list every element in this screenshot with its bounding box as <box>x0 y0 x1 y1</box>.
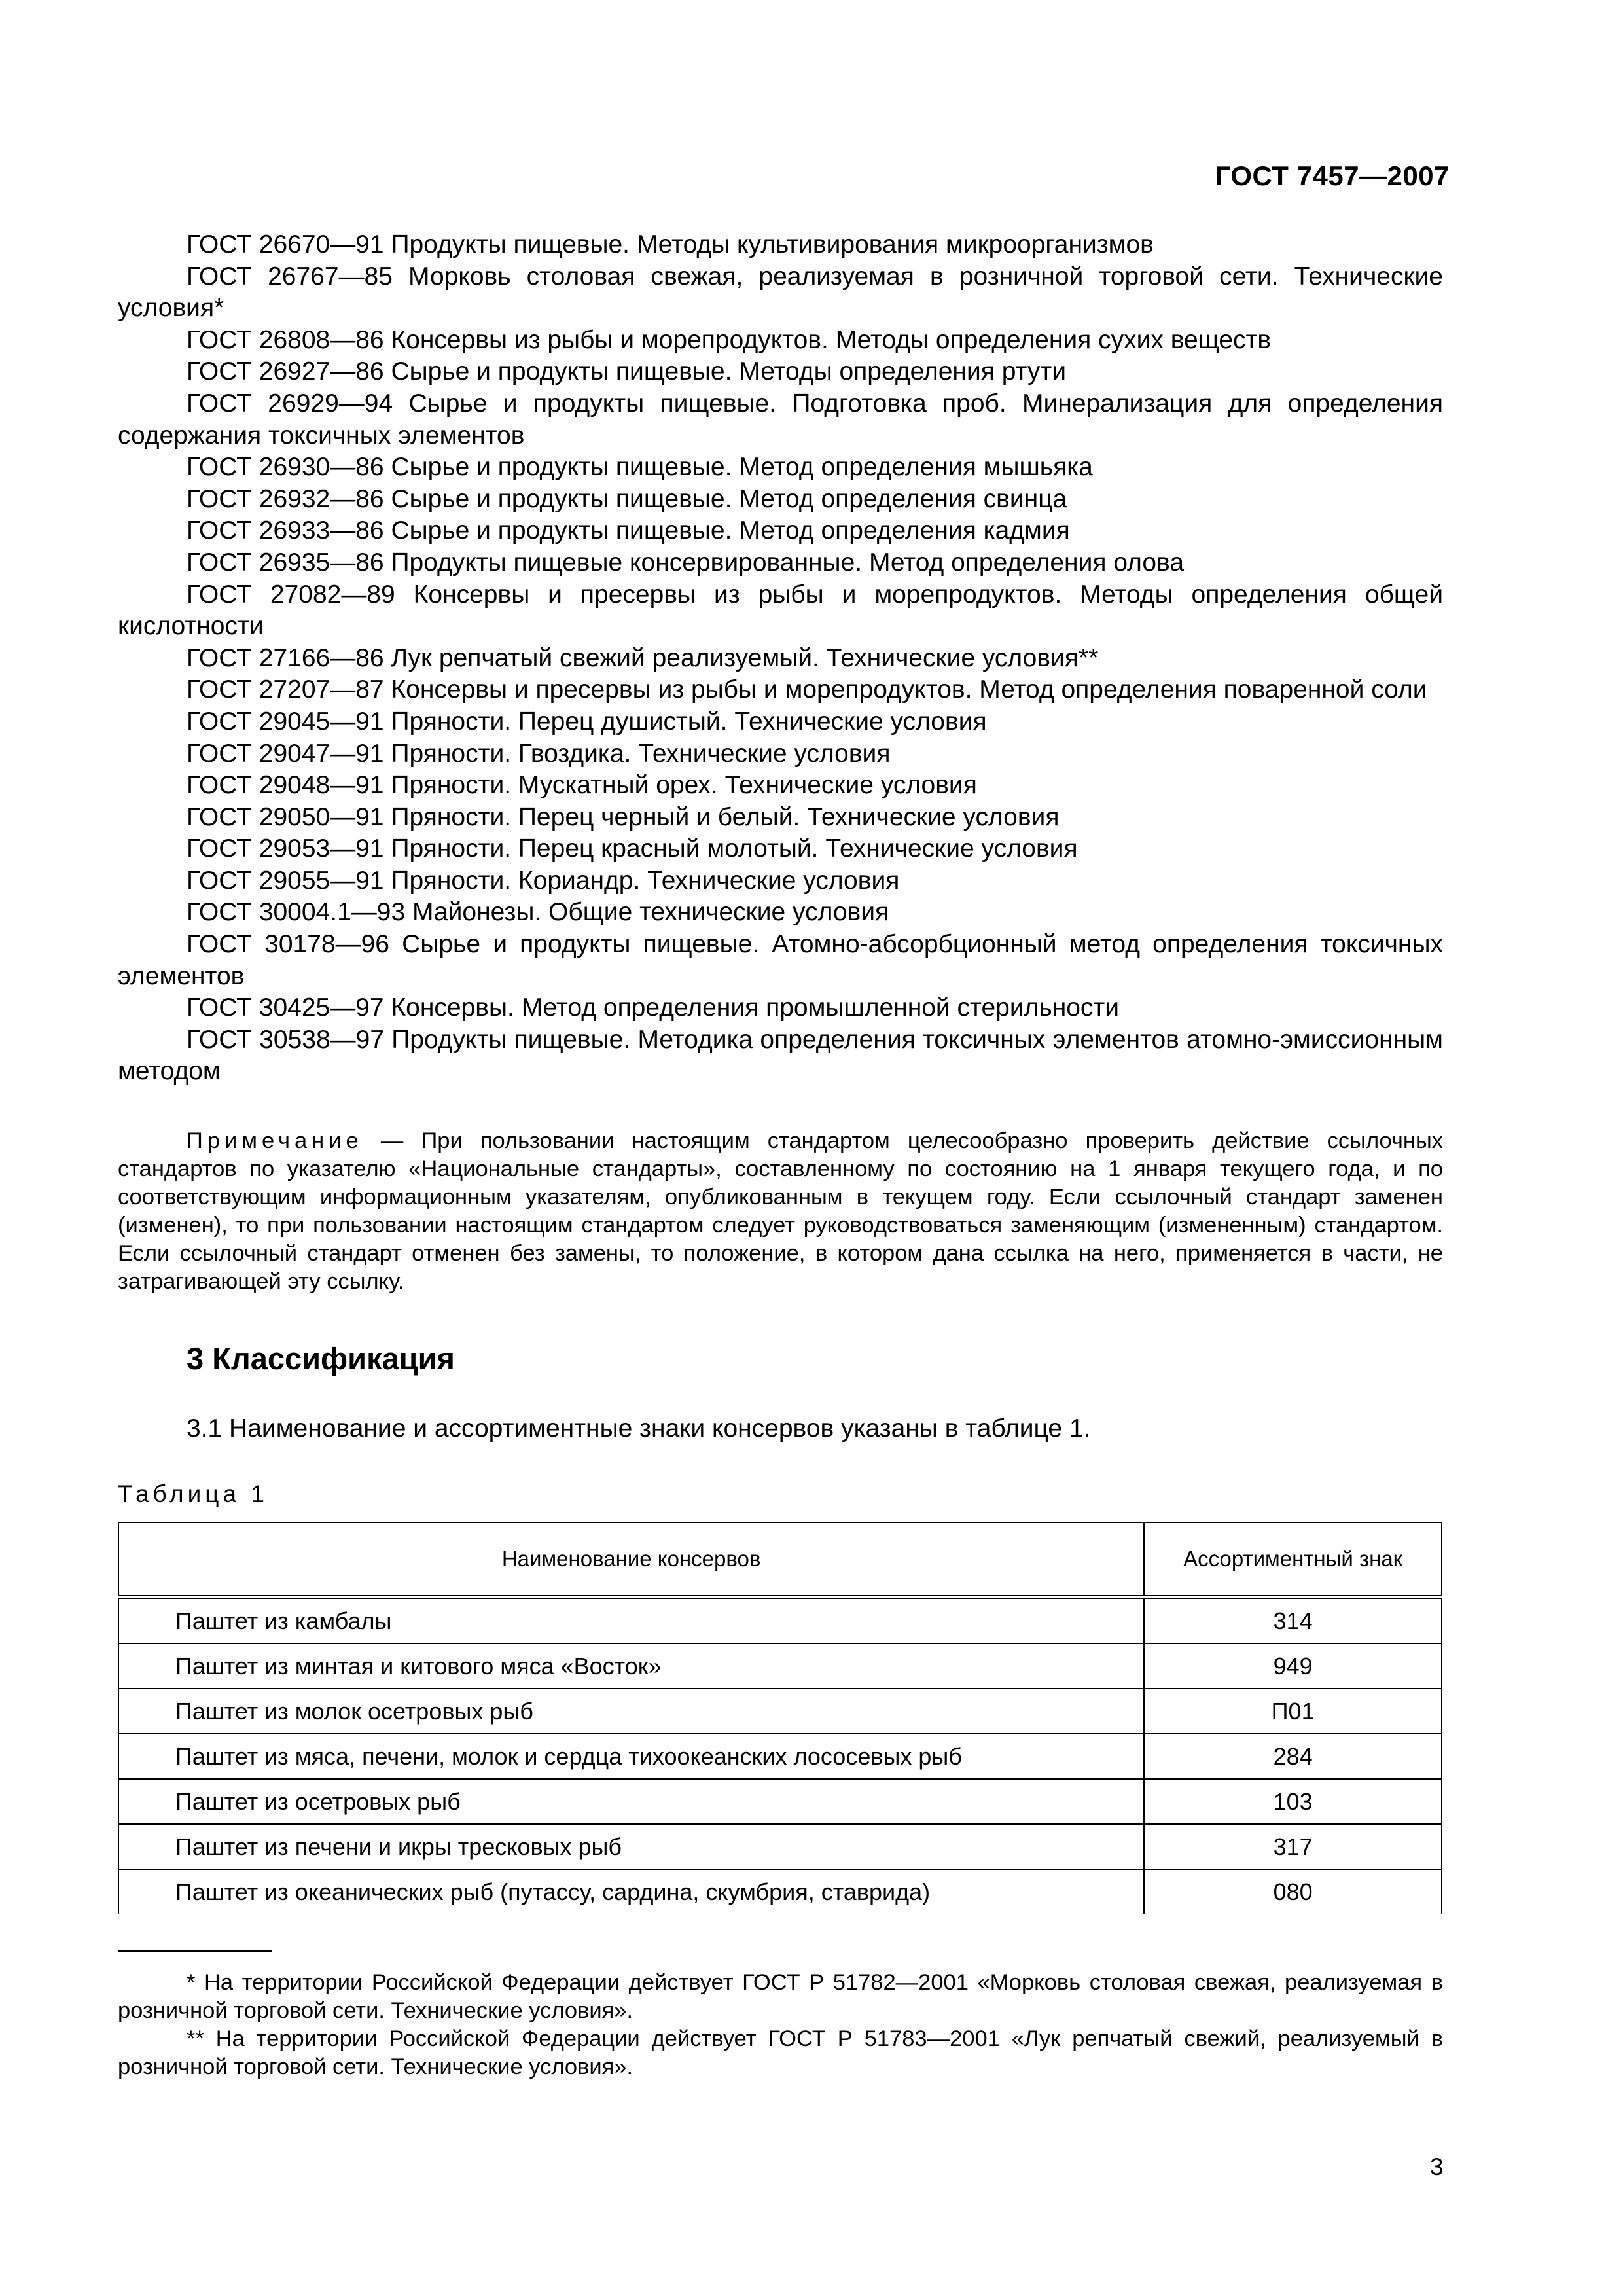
cell-code: 080 <box>1144 1869 1442 1914</box>
cell-name: Паштет из осетровых рыб <box>118 1779 1144 1824</box>
table-row <box>118 1643 1442 1689</box>
reference-item: ГОСТ 27166—86 Лук репчатый свежий реализуемый. Технические условия** <box>187 643 1099 672</box>
table-header-row <box>118 1522 1442 1597</box>
cell-code: 314 <box>1144 1597 1442 1643</box>
table-row <box>118 1869 1442 1914</box>
reference-item: ГОСТ 29055—91 Пряности. Кориандр. Технические условия <box>187 866 900 895</box>
cell-name: Паштет из печени и икры тресковых рыб <box>118 1824 1144 1869</box>
footnote-item: ** На территории Российской Федерации действует ГОСТ Р 51783—2001 «Лук репчатый свежий, реализуемый в розничной торговой сети. Технические условия». <box>118 2026 1443 2079</box>
reference-item: ГОСТ 26808—86 Консервы из рыбы и морепродуктов. Методы определения сухих веществ <box>187 325 1272 354</box>
table-row <box>118 1734 1442 1779</box>
section-heading: 3 Классификация <box>187 1341 455 1376</box>
table-caption: Таблица 1 <box>118 1480 268 1507</box>
cell-name: Паштет из океанических рыб (путассу, сардина, скумбрия, ставрида) <box>118 1869 1144 1914</box>
page-number: 3 <box>1430 2153 1444 2180</box>
table-row <box>118 1689 1442 1734</box>
table-row <box>118 1597 1442 1643</box>
reference-item: ГОСТ 30004.1—93 Майонезы. Общие технические условия <box>187 898 889 927</box>
cell-code: 284 <box>1144 1734 1442 1779</box>
reference-item: ГОСТ 29047—91 Пряности. Гвоздика. Технические условия <box>187 739 891 768</box>
reference-item: ГОСТ 26927—86 Сырье и продукты пищевые. Методы определения ртути <box>187 357 1066 386</box>
footnote-item: * На территории Российской Федерации действует ГОСТ Р 51782—2001 «Морковь столовая свежая, реализуемая в розничной торговой сети. Технические условия». <box>118 1970 1443 2023</box>
cell-name: Паштет из мяса, печени, молок и сердца тихоокеанских лососевых рыб <box>118 1734 1144 1779</box>
cell-name: Паштет из молок осетровых рыб <box>118 1689 1144 1734</box>
table-row <box>118 1779 1442 1824</box>
cell-code: 317 <box>1144 1824 1442 1869</box>
paragraph-3-1: 3.1 Наименование и ассортиментные знаки консервов указаны в таблице 1. <box>187 1414 1091 1443</box>
cell-name: Паштет из камбалы <box>118 1597 1144 1643</box>
reference-item: ГОСТ 29053—91 Пряности. Перец красный молотый. Технические условия <box>187 834 1078 863</box>
reference-item: ГОСТ 29045—91 Пряности. Перец душистый. Технические условия <box>187 707 987 736</box>
reference-item: ГОСТ 26930—86 Сырье и продукты пищевые. Метод определения мышьяка <box>187 453 1093 482</box>
table-row <box>118 1824 1442 1869</box>
reference-item: ГОСТ 29050—91 Пряности. Перец черный и белый. Технические условия <box>187 802 1060 831</box>
cell-name: Паштет из минтая и китового мяса «Восток» <box>118 1643 1144 1689</box>
footnote-divider <box>118 1950 272 1952</box>
cell-code: 103 <box>1144 1779 1442 1824</box>
header-code: Ассортиментный знак <box>1144 1522 1442 1597</box>
canned-goods-table <box>118 1522 1442 1914</box>
footnotes <box>118 1969 1443 2081</box>
cell-code: 949 <box>1144 1643 1442 1689</box>
reference-item: ГОСТ 29048—91 Пряности. Мускатный орех. Технические условия <box>187 771 977 800</box>
reference-item: ГОСТ 26933—86 Сырье и продукты пищевые. Метод определения кадмия <box>187 516 1070 545</box>
reference-item: ГОСТ 26767—85 Морковь столовая свежая, реализуемая в розничной торговой сети. Технические условия* <box>118 262 1443 323</box>
note-paragraph <box>118 1127 1443 1296</box>
note-text: — При пользовании настоящим стандартом целесообразно проверить действие ссылочных стандартов по указателю «Национальные стандарты», составленному по состоянию на 1 января текущего года, и по соответствующим информационным указателям, опубликованным в текущем году. Если ссылочный стандарт заменен (изменен), то при пользовании настоящим стандартом следует руководствоваться заменяющим (измененным) стандартом. Если ссылочный стандарт отменен без замены, то положение, в котором дана ссылка на него, применяется в части, не затрагивающей эту ссылку. <box>118 1128 1443 1294</box>
reference-item: ГОСТ 26935—86 Продукты пищевые консервированные. Метод определения олова <box>187 548 1185 577</box>
document-id: ГОСТ 7457—2007 <box>1215 160 1450 191</box>
reference-item: ГОСТ 30425—97 Консервы. Метод определения промышленной стерильности <box>187 994 1120 1022</box>
normative-references <box>118 229 1443 1088</box>
note-lead: Примечание <box>187 1128 363 1153</box>
reference-item: ГОСТ 26670—91 Продукты пищевые. Методы культивирования микроорганизмов <box>187 230 1154 259</box>
reference-item: ГОСТ 30178—96 Сырье и продукты пищевые. Атомно-абсорбционный метод определения токсичных элементов <box>118 930 1443 990</box>
reference-item: ГОСТ 26929—94 Сырье и продукты пищевые. Подготовка проб. Минерализация для определения содержания токсичных элементов <box>118 389 1443 450</box>
cell-code: П01 <box>1144 1689 1442 1734</box>
reference-item: ГОСТ 30538—97 Продукты пищевые. Методика определения токсичных элементов атомно-эмиссионным методом <box>118 1025 1443 1086</box>
reference-item: ГОСТ 27207—87 Консервы и пресервы из рыбы и морепродуктов. Метод определения поваренной соли <box>187 675 1427 704</box>
header-name: Наименование консервов <box>118 1522 1144 1597</box>
reference-item: ГОСТ 26932—86 Сырье и продукты пищевые. Метод определения свинца <box>187 484 1067 513</box>
reference-item: ГОСТ 27082—89 Консервы и пресервы из рыбы и морепродуктов. Методы определения общей кислотности <box>118 580 1443 641</box>
